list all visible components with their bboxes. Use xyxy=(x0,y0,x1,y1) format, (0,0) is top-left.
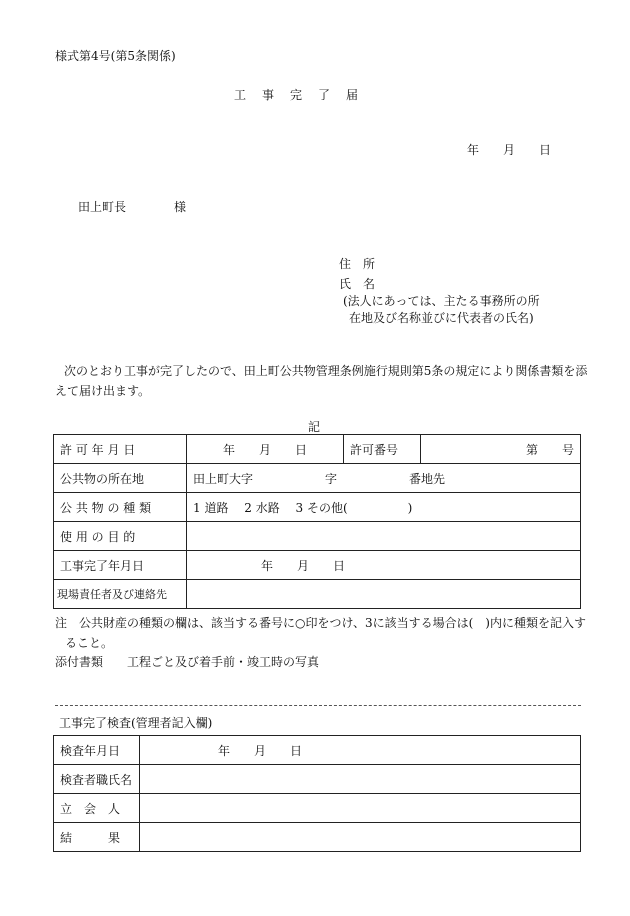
inspection-date-label: 検査年月日 xyxy=(54,736,140,765)
attachments-line: 添付書類 工程ごと及び着手前・竣工時の写真 xyxy=(55,655,320,669)
result-label: 結 果 xyxy=(54,823,140,852)
permit-date-label: 許 可 年 月 日 xyxy=(54,435,187,464)
table-row xyxy=(54,551,581,580)
table-row xyxy=(54,522,581,551)
note-line1: 注 公共財産の種類の欄は、該当する番号に○印をつけ、3に該当する場合は( )内に種類を記入す xyxy=(55,616,586,630)
table-row xyxy=(54,794,581,823)
manager-value xyxy=(187,580,581,609)
location-value: 田上町大字 字 番地先 xyxy=(187,464,581,493)
address-label: 住 所 xyxy=(339,257,376,271)
name-label: 氏 名 xyxy=(339,277,376,291)
submission-date: 年 月 日 xyxy=(467,143,552,157)
table-row xyxy=(54,823,581,852)
completion-date-value: 年 月 日 xyxy=(187,551,581,580)
permit-date-value: 年 月 日 xyxy=(187,435,344,464)
location-label: 公共物の所在地 xyxy=(54,464,187,493)
body-text-line2: えて届け出ます。 xyxy=(55,384,151,398)
applicant-note-line2: 在地及び名称並びに代表者の氏名) xyxy=(349,311,534,325)
form-number: 様式第4号(第5条関係) xyxy=(55,49,176,63)
table-row xyxy=(54,493,581,522)
completion-date-label: 工事完了年月日 xyxy=(54,551,187,580)
table-row xyxy=(54,435,581,464)
permit-number-label: 許可番号 xyxy=(344,435,421,464)
table-row xyxy=(54,765,581,794)
table-row xyxy=(54,580,581,609)
result-value xyxy=(140,823,581,852)
purpose-label: 使 用 の 目 的 xyxy=(54,522,187,551)
applicant-note-line1: (法人にあっては、主たる事務所の所 xyxy=(343,294,540,308)
note-line2: ること。 xyxy=(65,636,114,650)
witness-value xyxy=(140,794,581,823)
inspector-label: 検査者職氏名 xyxy=(54,765,140,794)
manager-label: 現場責任者及び連絡先 xyxy=(54,580,187,609)
purpose-value xyxy=(187,522,581,551)
permit-number-value: 第 号 xyxy=(421,435,581,464)
inspection-table xyxy=(53,735,581,852)
addressee: 田上町長 様 xyxy=(78,200,187,214)
witness-label: 立 会 人 xyxy=(54,794,140,823)
table-row xyxy=(54,736,581,765)
section-divider xyxy=(55,705,581,706)
ki-label: 記 xyxy=(308,420,321,434)
page-title: 工 事 完 了 届 xyxy=(234,88,361,102)
main-table xyxy=(53,434,581,609)
type-label: 公 共 物 の 種 類 xyxy=(54,493,187,522)
table-row xyxy=(54,464,581,493)
inspector-value xyxy=(140,765,581,794)
inspection-heading: 工事完了検査(管理者記入欄) xyxy=(59,716,213,730)
body-text-line1: 次のとおり工事が完了したので、田上町公共物管理条例施行規則第5条の規定により関係書類を添 xyxy=(64,364,588,378)
type-value: 1 道路 2 水路 3 その他( ) xyxy=(187,493,581,522)
inspection-date-value: 年 月 日 xyxy=(140,736,581,765)
